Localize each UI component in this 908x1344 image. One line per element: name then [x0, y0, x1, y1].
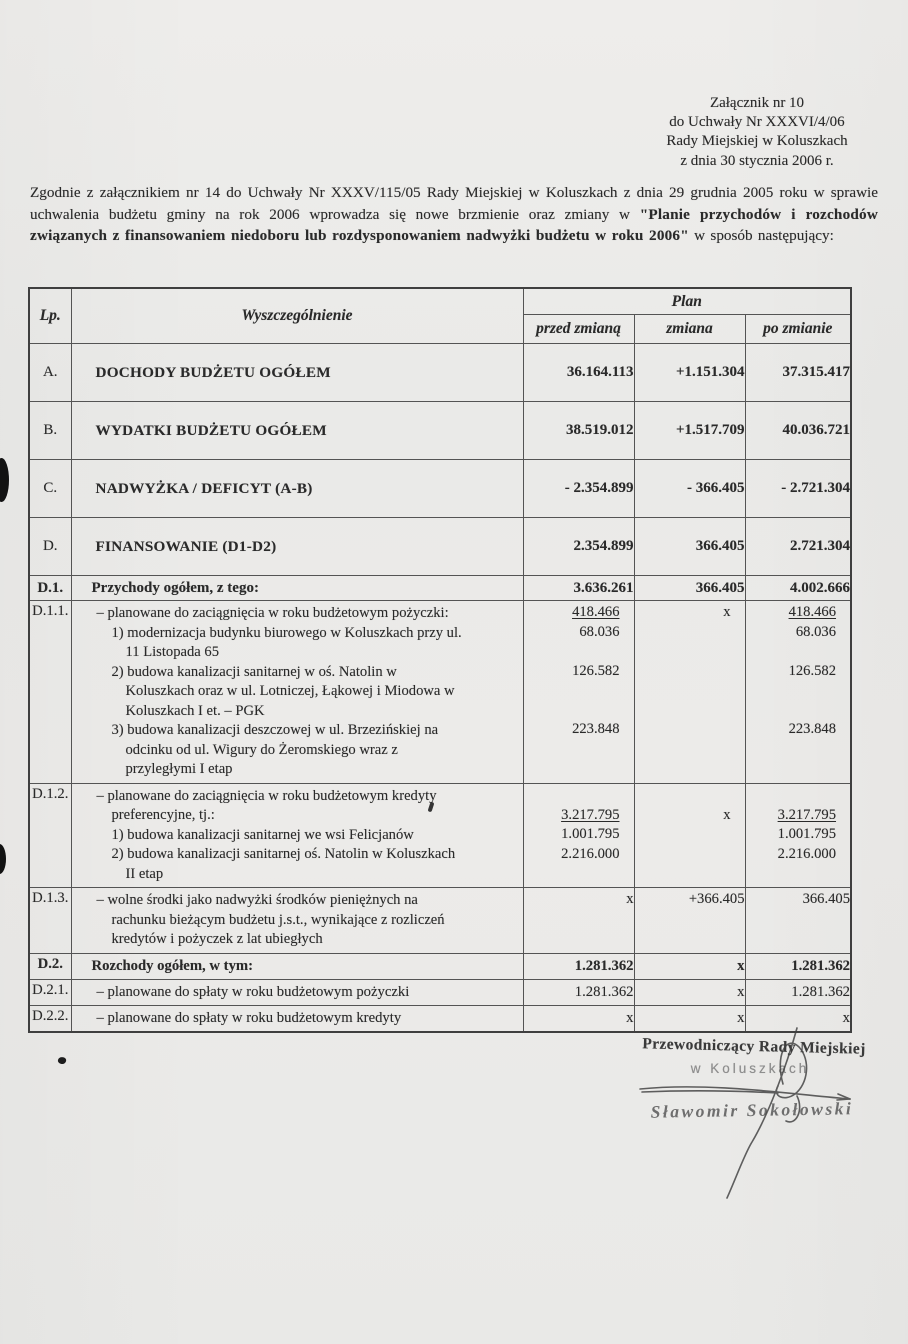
cell-desc: FINANSOWANIE (D1-D2)	[71, 518, 523, 576]
cell-po: - 2.721.304	[745, 460, 851, 518]
cell-przed: 38.519.012	[523, 402, 634, 460]
cell-desc: Rozchody ogółem, w tym:	[71, 954, 523, 980]
cell-przed: 36.164.113	[523, 344, 634, 402]
cell-zmiana: - 366.405	[634, 460, 745, 518]
table-row-D	[29, 518, 851, 576]
cell-lp: C.	[29, 460, 71, 518]
desc-line: preferencyjne, tj.:	[111, 807, 215, 824]
table-row-C	[29, 460, 851, 518]
cell-po: 366.405	[745, 888, 851, 954]
value-item: 2.216.000	[561, 845, 620, 862]
value-total: 418.466	[788, 604, 837, 620]
desc-line: – planowane do zaciągnięcia w roku budżetowym kredyty	[96, 787, 437, 804]
desc-line: Koluszkach oraz w ul. Lotniczej, Łąkowej i Miodowa w	[125, 683, 455, 700]
col-header-plan: Plan	[523, 288, 851, 315]
cell-przed: - 2.354.899	[523, 460, 634, 518]
cell-zmiana: x	[634, 980, 745, 1006]
col-header-wyszczegolnienie: Wyszczególnienie	[71, 288, 523, 344]
cell-zmiana	[634, 601, 745, 784]
cell-zmiana: 366.405	[634, 576, 745, 601]
cell-lp: D.1.3.	[29, 888, 71, 954]
desc-line: 2) budowa kanalizacji sanitarnej w oś. Natolin w	[111, 663, 397, 680]
cell-po: x	[745, 1006, 851, 1033]
cell-lp: B.	[29, 402, 71, 460]
cell-zmiana: 366.405	[634, 518, 745, 576]
cell-przed: x	[523, 888, 634, 954]
cell-przed: 2.354.899	[523, 518, 634, 576]
cell-desc: DOCHODY BUDŻETU OGÓŁEM	[71, 344, 523, 402]
table-row-D21	[29, 980, 851, 1006]
value-total: 418.466	[572, 604, 620, 620]
cell-desc: – planowane do spłaty w roku budżetowym pożyczki	[96, 983, 410, 1000]
table-header-row-1	[29, 288, 851, 315]
cell-desc	[71, 784, 523, 888]
table-row-A	[29, 344, 851, 402]
scan-artifact-blob-top	[0, 458, 9, 502]
value-item: 1.001.795	[561, 826, 620, 842]
table-row-B	[29, 402, 851, 460]
cell-desc: Przychody ogółem, z tego:	[71, 576, 523, 601]
cell-lp: D.2.	[29, 954, 71, 980]
value-item: 1.001.795	[777, 826, 837, 842]
desc-line: Koluszkach I et. – PGK	[125, 702, 265, 719]
cell-po: 2.721.304	[745, 518, 851, 576]
col-header-przed-zmiana: przed zmianą	[523, 315, 634, 344]
desc-line: rachunku bieżącym budżetu j.s.t., wynikające z rozliczeń	[111, 911, 445, 928]
cell-po: 1.281.362	[745, 954, 851, 980]
cell-po	[745, 784, 851, 888]
table-row-D1	[29, 576, 851, 601]
value-total: 3.217.795	[561, 806, 620, 823]
col-header-zmiana: zmiana	[634, 315, 745, 344]
table-row-D12	[29, 784, 851, 888]
budget-table	[28, 287, 852, 1033]
intro-text-tail: w sposób następujący:	[688, 227, 834, 245]
cell-przed	[523, 784, 634, 888]
cell-po	[745, 601, 851, 784]
cell-lp: D.1.1.	[29, 601, 71, 784]
cell-desc: WYDATKI BUDŻETU OGÓŁEM	[71, 402, 523, 460]
cell-desc: NADWYŻKA / DEFICYT (A-B)	[71, 460, 523, 518]
cell-przed: 3.636.261	[523, 576, 634, 601]
table-row-D11	[29, 601, 851, 784]
cell-zmiana: +1.151.304	[634, 344, 745, 402]
table-row-D2	[29, 954, 851, 980]
cell-po: 37.315.417	[745, 344, 851, 402]
value-item: 223.848	[572, 721, 620, 737]
cell-lp: D.2.2.	[29, 1006, 71, 1033]
attachment-line-2: do Uchwały Nr XXXVI/4/06	[669, 114, 845, 131]
cell-zmiana	[634, 784, 745, 888]
value-item: 223.848	[788, 721, 837, 737]
desc-line: – wolne środki jako nadwyżki środków pieniężnych na	[96, 892, 418, 909]
value-item: 68.036	[579, 623, 620, 640]
signature-stamp-title: Przewodniczący Rady Miejskiej	[642, 1035, 866, 1058]
attachment-header	[632, 94, 882, 171]
intro-text-lead: Zgodnie z załącznikiem nr 14 do Uchwały Nr XXXV/115/05 Rady Miejskiej w Koluszkach z dnia 29 grudnia 2005 roku w sprawie uchwalenia budżetu gminy na rok 2006 wprowadza się nowe brzmienie oraz zmiany w	[30, 184, 878, 223]
desc-line: II etap	[125, 865, 164, 882]
cell-lp: D.1.	[29, 576, 71, 601]
cell-desc	[71, 888, 523, 954]
cell-zmiana: +366.405	[634, 888, 745, 954]
desc-line: przyległymi I etap	[125, 761, 233, 778]
signature-stamp-name: Sławomir Sokołowski	[650, 1098, 854, 1122]
scan-artifact-speck	[57, 1056, 67, 1065]
cell-zmiana: x	[634, 1006, 745, 1033]
cell-zmiana: x	[634, 954, 745, 980]
desc-line: 2) budowa kanalizacji sanitarnej oś. Natolin w Koluszkach	[111, 846, 456, 863]
cell-po: 4.002.666	[745, 576, 851, 601]
signature-stamp-location: w Koluszkach	[690, 1061, 810, 1076]
cell-lp: D.2.1.	[29, 980, 71, 1006]
value-total: 3.217.795	[777, 806, 837, 823]
cell-po: 40.036.721	[745, 402, 851, 460]
desc-line: odcinku od ul. Wigury do Żeromskiego wraz z	[125, 741, 398, 758]
table-row-D13	[29, 888, 851, 954]
value-item: 126.582	[788, 662, 837, 679]
attachment-line-3: Rady Miejskiej w Koluszkach	[666, 133, 848, 150]
cell-desc: – planowane do spłaty w roku budżetowym kredyty	[96, 1009, 402, 1026]
cell-przed: 1.281.362	[523, 954, 634, 980]
attachment-line-1: Załącznik nr 10	[709, 95, 805, 111]
value-na: x	[723, 806, 731, 823]
col-header-lp: Lp.	[29, 288, 71, 344]
cell-przed: 1.281.362	[523, 980, 634, 1006]
desc-line: 11 Listopada 65	[125, 644, 219, 661]
cell-lp: D.	[29, 518, 71, 576]
cell-zmiana: +1.517.709	[634, 402, 745, 460]
cell-przed	[523, 601, 634, 784]
desc-line: – planowane do zaciągnięcia w roku budżetowym pożyczki:	[96, 605, 449, 622]
cell-desc	[71, 601, 523, 784]
desc-line: 3) budowa kanalizacji deszczowej w ul. Brzezińskiej na	[111, 722, 439, 739]
cell-lp: A.	[29, 344, 71, 402]
intro-paragraph	[30, 182, 878, 247]
scan-artifact-blob-bottom	[0, 844, 6, 874]
intro-plan-title: "Planie przychodów i rozchodów związanych z finansowaniem niedoboru lub rozdysponowaniem nadwyżki budżetu w roku 2006"	[30, 205, 878, 245]
handwritten-signature	[600, 1020, 908, 1230]
value-item: 126.582	[572, 662, 620, 679]
cell-lp: D.1.2.	[29, 784, 71, 888]
value-item: 2.216.000	[777, 845, 837, 862]
desc-line: kredytów i pożyczek z lat ubiegłych	[111, 931, 323, 948]
cell-po: 1.281.362	[745, 980, 851, 1006]
cell-przed: x	[523, 1006, 634, 1033]
col-header-po-zmianie: po zmianie	[745, 315, 851, 344]
attachment-line-4: z dnia 30 stycznia 2006 r.	[680, 152, 834, 169]
desc-line: 1) budowa kanalizacji sanitarnej we wsi Felicjanów	[111, 826, 414, 843]
value-na: x	[723, 604, 731, 620]
desc-line: 1) modernizacja budynku biurowego w Koluszkach przy ul.	[111, 624, 462, 641]
signature-block	[600, 1020, 908, 1230]
value-item: 68.036	[795, 623, 837, 640]
